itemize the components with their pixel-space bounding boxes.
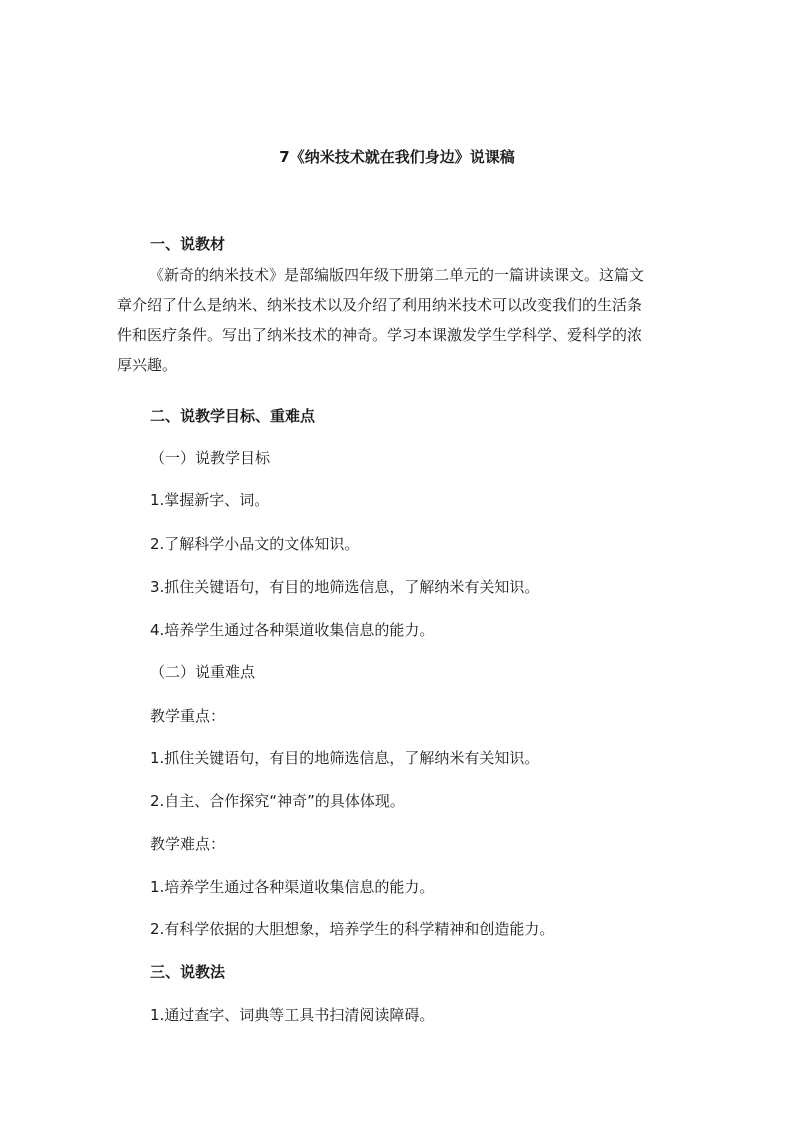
difficult-point-item: 1.培养学生通过各种渠道收集信息的能力。 bbox=[150, 878, 435, 896]
key-point-item: 2.自主、合作探究“神奇”的具体体现。 bbox=[150, 792, 405, 810]
paragraph-line: 《新奇的纳米技术》是部编版四年级下册第二单元的一篇讲读课文。这篇文 bbox=[149, 266, 645, 284]
key-point-item: 1.抓住关键语句，有目的地筛选信息，了解纳米有关知识。 bbox=[150, 749, 540, 767]
paragraph-line: 厚兴趣。 bbox=[117, 356, 178, 374]
goal-item: 2.了解科学小品文的文体知识。 bbox=[150, 535, 360, 553]
paragraph-line: 章介绍了什么是纳米、纳米技术以及介绍了利用纳米技术可以改变我们的生活条 bbox=[117, 296, 643, 314]
paragraph-line: 件和医疗条件。写出了纳米技术的神奇。学习本课激发学生学科学、爱科学的浓 bbox=[117, 326, 643, 344]
goal-item: 3.抓住关键语句，有目的地筛选信息，了解纳米有关知识。 bbox=[150, 578, 540, 596]
section-heading-textbook: 一、说教材 bbox=[150, 235, 226, 253]
difficult-points-label: 教学难点： bbox=[150, 835, 226, 853]
goal-item: 1.掌握新字、词。 bbox=[150, 491, 270, 509]
document-title: 7《纳米技术就在我们身边》说课稿 bbox=[279, 148, 515, 166]
section-heading-methods: 三、说教法 bbox=[150, 963, 226, 981]
section-heading-goals: 二、说教学目标、重难点 bbox=[150, 407, 316, 425]
textbook-paragraph bbox=[117, 260, 677, 380]
subheading-goals: （一）说教学目标 bbox=[150, 449, 271, 467]
difficult-point-item: 2.有科学依据的大胆想象，培养学生的科学精神和创造能力。 bbox=[150, 920, 555, 938]
method-item: 1.通过查字、词典等工具书扫清阅读障碍。 bbox=[150, 1006, 435, 1024]
goal-item: 4.培养学生通过各种渠道收集信息的能力。 bbox=[150, 621, 435, 639]
key-points-label: 教学重点： bbox=[150, 707, 226, 725]
subheading-key-difficult: （二）说重难点 bbox=[150, 663, 256, 681]
